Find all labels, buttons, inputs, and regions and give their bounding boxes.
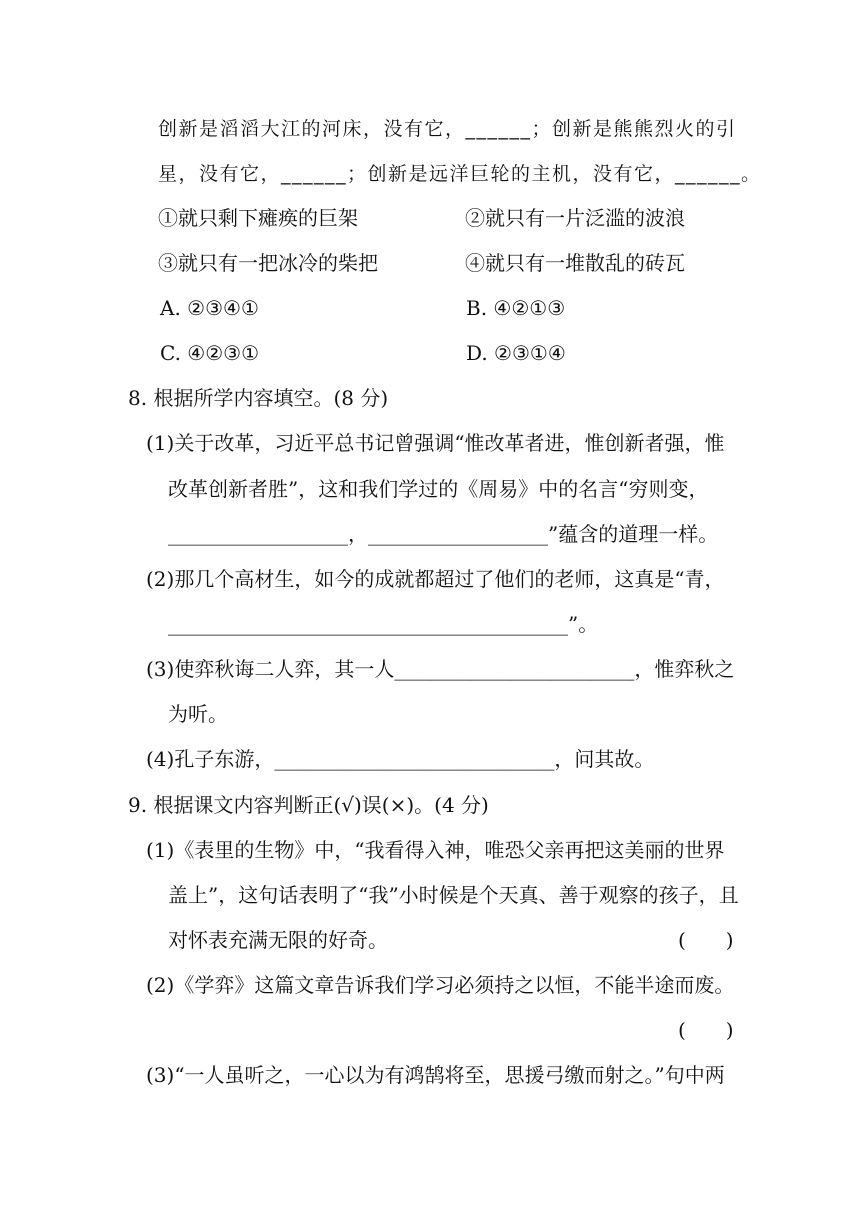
q7-choice-b[interactable]: B. ④②①③ [466,296,566,320]
q8-title: 8. 根据所学内容填空。(8 分) [128,386,389,410]
q8-item-1-line-1: (1)关于改革，习近平总书记曾强调“惟改革者进，惟创新者强，惟 [146,431,725,455]
q7-choice-a[interactable]: A. ②③④① [160,296,259,320]
q7-passage-line-1: 创新是滔滔大江的河床，没有它，______；创新是熊熊烈火的引 [158,118,737,140]
q7-choice-d[interactable]: D. ②③①④ [466,341,566,365]
q7-option-1: ①就只剩下瘫痪的巨架 [158,206,358,230]
q7-option-3: ③就只有一把冰冷的柴把 [158,251,378,275]
q8-item-4-line-1[interactable]: (4)孔子东游，____________________________，问其故。 [146,747,655,771]
q7-choice-c[interactable]: C. ④②③① [160,341,260,365]
q9-item-1-answer-paren[interactable]: ( ) [678,928,734,952]
q8-item-1-line-2: 改革创新者胜”，这和我们学过的《周易》中的名言“穷则变， [168,477,709,501]
q8-item-2-line-2[interactable]: ________________________________________”。 [168,612,599,636]
q9-title: 9. 根据课文内容判断正(√)误(×)。(4 分) [128,793,489,817]
q9-item-1-line-3: 对怀表充满无限的好奇。 [168,928,388,952]
q8-item-2-line-1: (2)那几个高材生，如今的成就都超过了他们的老师，这真是“青， [146,567,725,591]
q9-item-1-line-2: 盖上”，这句话表明了“我”小时候是个天真、善于观察的孩子，且 [168,883,739,907]
q7-passage-line-2: 星，没有它，______；创新是远洋巨轮的主机，没有它，______。 [158,163,762,185]
q9-item-3-line-1: (3)“一人虽听之，一心以为有鸿鹄将至，思援弓缴而射之。”句中两 [146,1063,725,1087]
q9-item-1-line-1: (1)《表里的生物》中，“我看得入神，唯恐父亲再把这美丽的世界 [146,838,725,862]
q8-item-1-line-3[interactable]: __________________，__________________”蕴含的道理一样。 [168,522,719,546]
q8-item-3-line-2: 为听。 [168,702,228,726]
q9-item-2-line-1: (2)《学弈》这篇文章告诉我们学习必须持之以恒，不能半途而废。 [146,973,735,997]
q9-item-2-answer-paren[interactable]: ( ) [678,1018,734,1042]
q8-item-3-line-1[interactable]: (3)使弈秋诲二人弈，其一人________________________，惟弈秋之 [146,657,735,681]
q7-option-4: ④就只有一堆散乱的砖瓦 [465,251,685,275]
q7-option-2: ②就只有一片泛滥的波浪 [465,206,685,230]
